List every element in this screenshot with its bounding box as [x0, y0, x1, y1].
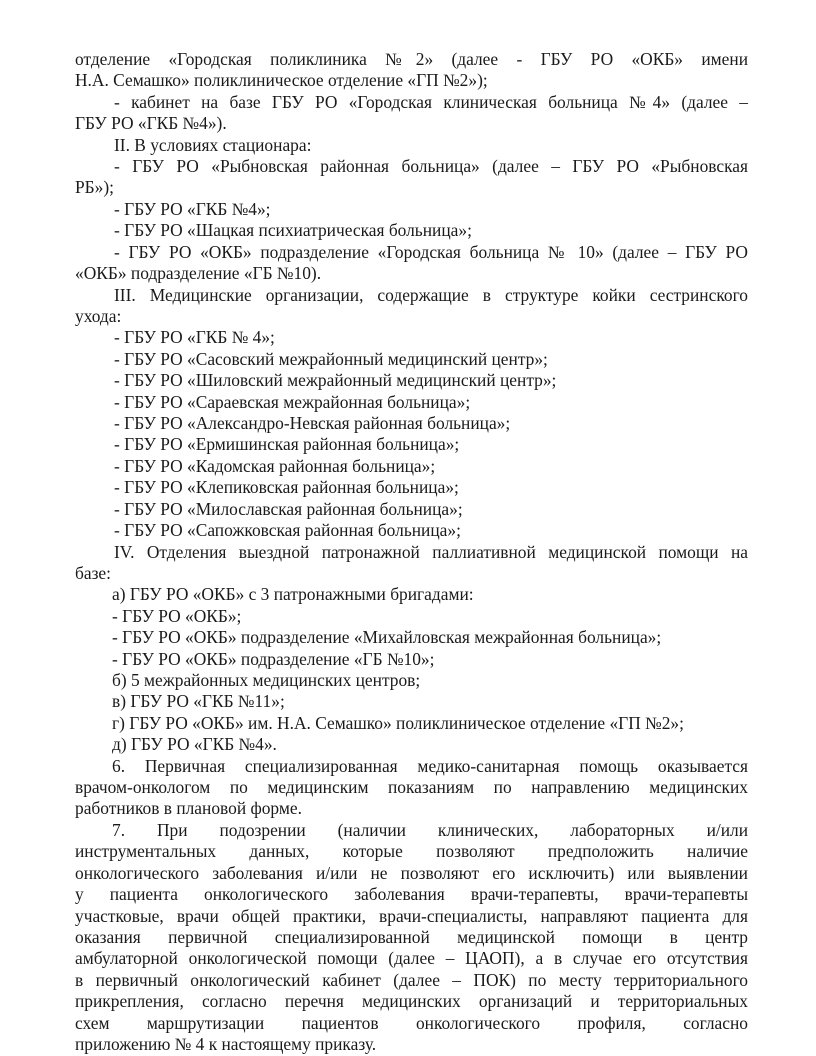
- list-item: - ГБУ РО «ОКБ» подразделение «Михайловская межрайонная больница»;: [112, 627, 662, 647]
- list-item: а) ГБУ РО «ОКБ» с 3 патронажными бригадами:: [112, 584, 474, 604]
- list-item: б) 5 межрайонных медицинских центров;: [112, 670, 421, 690]
- list-item: - ГБУ РО «Клепиковская районная больница»;: [114, 477, 459, 497]
- text-line: «ОКБ» подразделение «ГБ №10).: [75, 263, 322, 283]
- text-line: базе:: [75, 563, 111, 583]
- text-line: - кабинет на базе ГБУ РО «Городская клиническая больница №4» (далее –: [114, 92, 748, 112]
- list-item: - ГБУ РО «ГКБ №4»;: [114, 199, 271, 219]
- list-item: - ГБУ РО «Сараевская межрайонная больница»;: [114, 392, 471, 412]
- paragraph-7-line: приложению № 4 к настоящему приказу.: [75, 1034, 377, 1054]
- text-line: ухода:: [75, 306, 122, 326]
- list-item: - ГБУ РО «ОКБ»;: [112, 606, 242, 626]
- list-item: - ГБУ РО «Сапожковская районная больница»;: [114, 520, 461, 540]
- text-line: Н.А. Семашко» поликлиническое отделение «ГП №2»);: [75, 70, 488, 90]
- paragraph-7-line: 7. При подозрении (наличии клинических, лабораторных и/или: [112, 820, 748, 840]
- paragraph-7-line: в первичный онкологический кабинет (далее – ПОК) по месту территориального: [75, 970, 748, 990]
- text-line: отделение «Городская поликлиника №2» (далее - ГБУ РО «ОКБ» имени: [75, 49, 748, 69]
- paragraph-6-line: врачом-онкологом по медицинским показаниям по направлению медицинских: [75, 777, 748, 797]
- text-line: - ГБУ РО «Рыбновская районная больница» (далее – ГБУ РО «Рыбновская: [114, 156, 748, 176]
- paragraph-6-line: работников в плановой форме.: [75, 798, 302, 818]
- section-heading: IV. Отделения выездной патронажной паллиативной медицинской помощи на: [114, 542, 748, 562]
- list-item: в) ГБУ РО «ГКБ №11»;: [112, 691, 285, 711]
- list-item: - ГБУ РО «ОКБ» подразделение «Городская больница № 10» (далее – ГБУ РО: [114, 242, 748, 262]
- list-item: - ГБУ РО «Кадомская районная больница»;: [114, 456, 436, 476]
- paragraph-7-line: амбулаторной онкологической помощи (далее – ЦАОП), а в случае его отсутствия: [75, 948, 748, 968]
- paragraph-7-line: прикрепления, согласно перечня медицинских организаций и территориальных: [75, 991, 748, 1011]
- paragraph-7-line: у пациента онкологического заболевания врачи-терапевты, врачи-терапевты: [75, 884, 748, 904]
- section-heading: II. В условиях стационара:: [114, 135, 312, 155]
- list-item: - ГБУ РО «Шацкая психиатрическая больница»;: [114, 220, 472, 240]
- list-item: - ГБУ РО «Шиловский межрайонный медицинский центр»;: [114, 370, 557, 390]
- list-item: - ГБУ РО «Александро-Невская районная больница»;: [114, 413, 511, 433]
- paragraph-7-line: участковые, врачи общей практики, врачи-специалисты, направляют пациента для: [75, 906, 748, 926]
- list-item: г) ГБУ РО «ОКБ» им. Н.А. Семашко» поликлиническое отделение «ГП №2»;: [112, 713, 684, 733]
- paragraph-7-line: схем маршрутизации пациентов онкологического профиля, согласно: [75, 1013, 748, 1033]
- paragraph-6-line: 6. Первичная специализированная медико-санитарная помощь оказывается: [112, 756, 748, 776]
- paragraph-7-line: инструментальных данных, которые позволяют предположить наличие: [75, 841, 748, 861]
- paragraph-7-line: оказания первичной специализированной медицинской помощи в центр: [75, 927, 748, 947]
- list-item: - ГБУ РО «Ермишинская районная больница»;: [114, 434, 460, 454]
- section-heading: III. Медицинские организации, содержащие в структуре койки сестринского: [114, 285, 748, 305]
- list-item: - ГБУ РО «Сасовский межрайонный медицинский центр»;: [114, 349, 548, 369]
- list-item: д) ГБУ РО «ГКБ №4».: [112, 734, 277, 754]
- text-line: РБ»);: [75, 177, 114, 197]
- text-line: ГБУ РО «ГКБ №4»).: [75, 113, 227, 133]
- list-item: - ГБУ РО «ОКБ» подразделение «ГБ №10»;: [112, 649, 435, 669]
- list-item: - ГБУ РО «ГКБ № 4»;: [114, 327, 275, 347]
- list-item: - ГБУ РО «Милославская районная больница»;: [114, 499, 463, 519]
- paragraph-7-line: онкологического заболевания и/или не позволяют его исключить) или выявлении: [75, 863, 748, 883]
